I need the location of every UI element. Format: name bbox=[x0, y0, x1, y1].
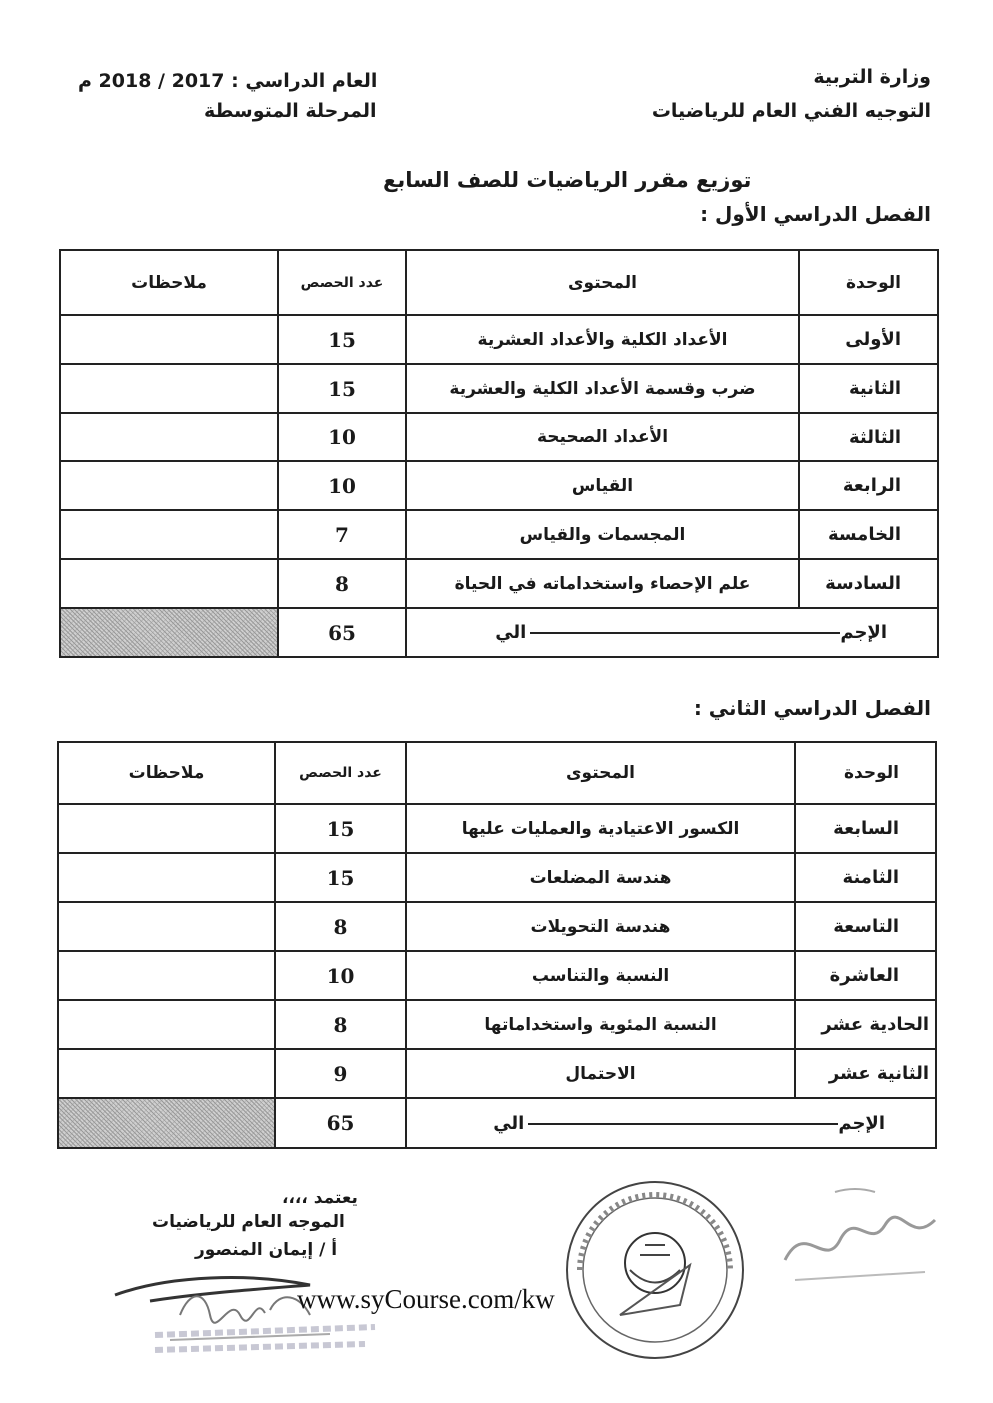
unit-cell: العاشرة bbox=[795, 951, 936, 1000]
total-label bbox=[406, 1098, 936, 1148]
count-column-header: عدد الحصص bbox=[278, 250, 406, 315]
table-row bbox=[60, 461, 938, 510]
count-cell: 9 bbox=[275, 1049, 406, 1098]
unit-column-header: الوحدة bbox=[795, 742, 936, 804]
signer-role: الموجه العام للرياضيات bbox=[152, 1212, 345, 1232]
unit-column-header: الوحدة bbox=[799, 250, 938, 315]
table-row bbox=[58, 853, 936, 902]
total-label-end: الي bbox=[495, 622, 527, 643]
page-title: توزيع مقرر الرياضيات للصف السابع bbox=[383, 168, 752, 192]
table-row bbox=[60, 510, 938, 559]
table-row bbox=[58, 804, 936, 853]
table-row bbox=[60, 315, 938, 364]
count-cell: 15 bbox=[278, 364, 406, 413]
content-cell: ضرب وقسمة الأعداد الكلية والعشرية bbox=[406, 364, 799, 413]
semester2-table bbox=[57, 741, 937, 1149]
second-signature bbox=[775, 1180, 945, 1290]
unit-cell: الثانية عشر bbox=[795, 1049, 936, 1098]
unit-cell: الرابعة bbox=[799, 461, 938, 510]
total-label bbox=[406, 608, 938, 657]
count-cell: 15 bbox=[275, 853, 406, 902]
table-header-row bbox=[58, 742, 936, 804]
stage-label: المرحلة المتوسطة bbox=[204, 100, 377, 122]
unit-cell: الثالثة bbox=[799, 413, 938, 461]
faint-name-stamp bbox=[150, 1310, 380, 1360]
content-cell: النسبة والتناسب bbox=[406, 951, 795, 1000]
notes-cell bbox=[58, 1049, 275, 1098]
total-row bbox=[60, 608, 938, 657]
total-count-cell: 65 bbox=[275, 1098, 406, 1148]
content-cell: هندسة المضلعات bbox=[406, 853, 795, 902]
count-cell: 10 bbox=[275, 951, 406, 1000]
total-label-stretch bbox=[530, 632, 840, 634]
unit-cell: الثامنة bbox=[795, 853, 936, 902]
notes-column-header: ملاحظات bbox=[58, 742, 275, 804]
table-header-row bbox=[60, 250, 938, 315]
content-cell: النسبة المئوية واستخداماتها bbox=[406, 1000, 795, 1049]
notes-column-header: ملاحظات bbox=[60, 250, 278, 315]
table-row bbox=[58, 1049, 936, 1098]
notes-cell bbox=[60, 364, 278, 413]
count-cell: 8 bbox=[275, 902, 406, 951]
total-label-end: الي bbox=[493, 1112, 525, 1134]
table-row bbox=[58, 1000, 936, 1049]
signer-name: أ / إيمان المنصور bbox=[195, 1240, 338, 1260]
notes-cell bbox=[58, 1000, 275, 1049]
department-label: التوجيه الفني العام للرياضيات bbox=[651, 100, 931, 122]
count-cell: 10 bbox=[278, 413, 406, 461]
count-column-header: عدد الحصص bbox=[275, 742, 406, 804]
unit-cell: الأولى bbox=[799, 315, 938, 364]
content-cell: علم الإحصاء واستخداماته في الحياة bbox=[406, 559, 799, 608]
academic-year-label: العام الدراسي : 2017 / 2018 م bbox=[78, 70, 378, 92]
notes-cell bbox=[60, 510, 278, 559]
table-row bbox=[60, 364, 938, 413]
ministry-label: وزارة التربية bbox=[813, 66, 931, 88]
count-cell: 15 bbox=[278, 315, 406, 364]
semester2-heading: الفصل الدراسي الثاني : bbox=[693, 696, 931, 720]
shaded-notes-cell bbox=[60, 608, 278, 657]
notes-cell bbox=[58, 951, 275, 1000]
count-cell: 8 bbox=[278, 559, 406, 608]
notes-cell bbox=[60, 413, 278, 461]
table-row bbox=[60, 413, 938, 461]
total-count-cell: 65 bbox=[278, 608, 406, 657]
notes-cell bbox=[58, 902, 275, 951]
notes-cell bbox=[58, 804, 275, 853]
notes-cell bbox=[60, 461, 278, 510]
unit-cell: السابعة bbox=[795, 804, 936, 853]
count-cell: 10 bbox=[278, 461, 406, 510]
content-cell: هندسة التحويلات bbox=[406, 902, 795, 951]
count-cell: 7 bbox=[278, 510, 406, 559]
total-label-start: الإجم bbox=[840, 622, 887, 643]
total-label-start: الإجم bbox=[838, 1112, 885, 1134]
shaded-notes-cell bbox=[58, 1098, 275, 1148]
total-label-stretch bbox=[528, 1123, 838, 1125]
unit-cell: التاسعة bbox=[795, 902, 936, 951]
approval-label: يعتمد ،،،، bbox=[282, 1188, 358, 1208]
table-row bbox=[58, 902, 936, 951]
content-cell: القياس bbox=[406, 461, 799, 510]
unit-cell: الخامسة bbox=[799, 510, 938, 559]
website-watermark: www.syCourse.com/kw bbox=[297, 1284, 555, 1314]
notes-cell bbox=[58, 853, 275, 902]
unit-cell: الثانية bbox=[799, 364, 938, 413]
content-cell: الاحتمال bbox=[406, 1049, 795, 1098]
table-row bbox=[58, 951, 936, 1000]
content-cell: الكسور الاعتيادية والعمليات عليها bbox=[406, 804, 795, 853]
content-cell: المجسمات والقياس bbox=[406, 510, 799, 559]
content-cell: الأعداد الكلية والأعداد العشرية bbox=[406, 315, 799, 364]
table-row bbox=[60, 559, 938, 608]
ministry-stamp bbox=[560, 1175, 750, 1365]
semester1-heading: الفصل الدراسي الأول : bbox=[700, 202, 931, 226]
unit-cell: الحادية عشر bbox=[795, 1000, 936, 1049]
content-column-header: المحتوى bbox=[406, 742, 795, 804]
content-column-header: المحتوى bbox=[406, 250, 799, 315]
content-cell: الأعداد الصحيحة bbox=[406, 413, 799, 461]
total-row bbox=[58, 1098, 936, 1148]
notes-cell bbox=[60, 559, 278, 608]
count-cell: 8 bbox=[275, 1000, 406, 1049]
unit-cell: السادسة bbox=[799, 559, 938, 608]
semester1-table bbox=[59, 249, 939, 658]
count-cell: 15 bbox=[275, 804, 406, 853]
notes-cell bbox=[60, 315, 278, 364]
